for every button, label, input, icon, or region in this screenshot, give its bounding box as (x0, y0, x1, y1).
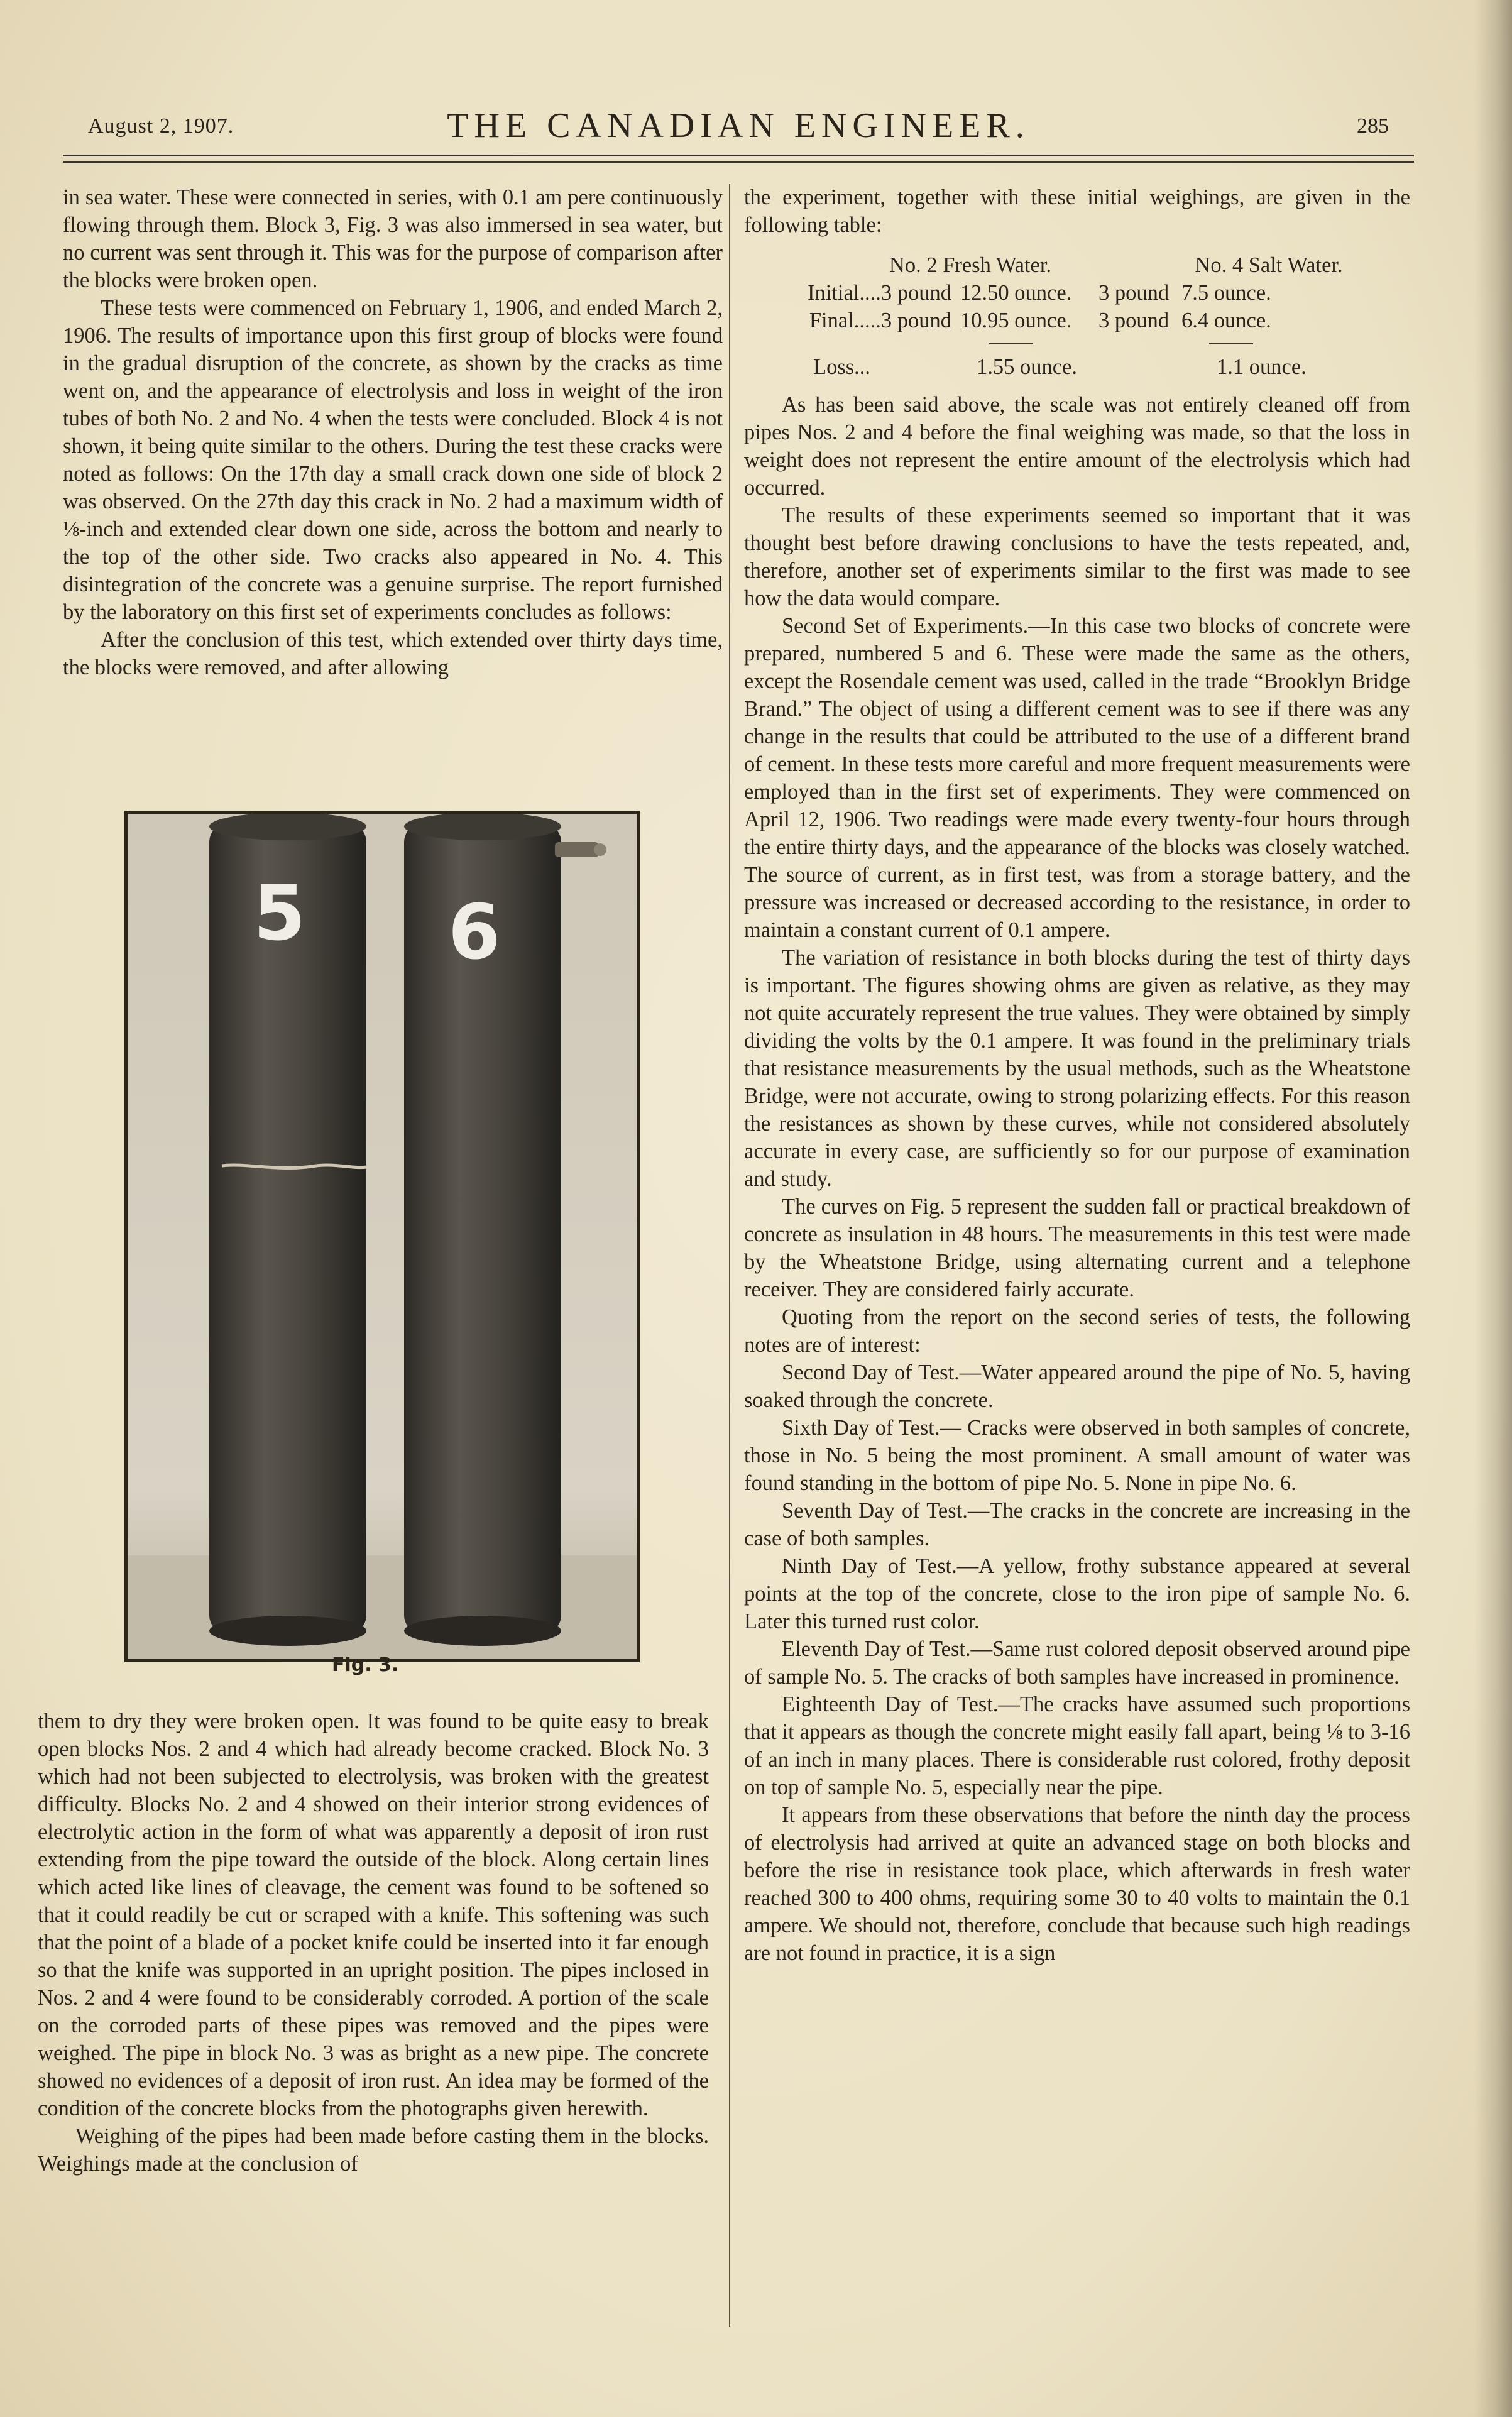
column-divider (729, 184, 730, 2327)
header-rule-bottom (63, 161, 1414, 163)
paragraph: Ninth Day of Test.—A yellow, frothy substance appeared at several points at the top of the concrete, close to the iron pipe of sample No. 6. Later this turned rust color. (744, 1554, 1410, 1633)
paragraph: Eighteenth Day of Test.—The cracks have assumed such proportions that it appears as though the concrete might easily fall apart, being ⅛ to 3-16 of an inch in many places. There is considerable rust colored, frothy deposit on top of sample No. 5, especially near the pipe. (744, 1692, 1410, 1799)
header-salt-water: No. 4 Salt Water. (1195, 253, 1343, 277)
table-cell: Final.....3 pound (809, 309, 951, 332)
right-column (744, 184, 1410, 1967)
table-cell: 3 pound (1098, 281, 1170, 305)
paragraph: It appears from these observations that before the ninth day the process of electrolysis had arrived at quite an advanced stage on both blocks and before the rise in resistance took place, which afterwards in fresh water reached 300 to 400 ohms, requiring some 30 to 40 volts to maintain the 0.1 ampere. We should not, therefore, conclude that because such high readings are not found in practice, it is a sign (744, 1803, 1410, 1965)
block-label-6: 6 (448, 889, 501, 977)
running-header (63, 106, 1414, 150)
sum-rule (744, 334, 1410, 353)
left-column-bottom (38, 1707, 709, 2178)
table-cell: 7.5 ounce. (1181, 281, 1271, 305)
table-cell (1115, 353, 1190, 381)
table-cell: Initial....3 pound (807, 281, 951, 305)
paragraph: Seventh Day of Test.—The cracks in the concrete are increasing in the case of both samples. (744, 1499, 1410, 1550)
block-label-5: 5 (253, 870, 306, 958)
paragraph: These tests were commenced on February 1, 1906, and ended March 2, 1906. The results of importance upon this first group of blocks were found in the gradual disruption of the concrete, as shown by the cracks as time went on, and the appearance of electrolysis and loss in weight of the iron tubes of both No. 2 and No. 4 when the tests were concluded. Block 4 is not shown, it being quite similar to the others. During the test these cracks were noted as follows: On the 17th day a small crack down one side of block 2 was observed. On the 27th day this crack in No. 2 had a maximum width of ⅛-inch and extended clear down one side, across the bottom and nearly to the top of the other side. Two cracks also appeared in No. 4. This disintegration of the concrete was a genuine surprise. The report furnished by the laboratory on this first set of experiments concludes as follows: (63, 296, 723, 624)
page-number: 285 (1357, 114, 1389, 138)
paragraph: Quoting from the report on the second series of tests, the following notes are of interest: (744, 1305, 1410, 1357)
paragraph: the experiment, together with these initial weighings, are given in the following table: (744, 185, 1410, 237)
paragraph: Eleventh Day of Test.—Same rust colored deposit observed around pipe of sample No. 5. The cracks of both samples have increased in prominence. (744, 1637, 1410, 1689)
table-row (744, 307, 1410, 334)
figure-3-photograph (124, 811, 640, 1662)
paragraph: them to dry they were broken open. It was found to be quite easy to break open blocks Nos. 2 and 4 which had already become cracked. Block No. 3 which had not been subjected to electrolysis, was broken with the greatest difficulty. Blocks No. 2 and 4 showed on their interior strong evidences of electrolytic action in the form of what was apparently a deposit of iron rust extending from the pipe toward the outside of the block. Along certain lines which acted like lines of cleavage, the cement was found to be softened so that it could readily be cut or scraped with a knife. This softening was such that the point of a blade of a pocket knife could be inserted into it far enough so that the knife was supported in an upright position. The pipes inclosed in Nos. 2 and 4 were found to be considerably corroded. A portion of the scale on the corroded parts of these pipes was removed and the pipes were weighed. The pipe in block No. 3 was as bright as a new pipe. The concrete showed no evidences of a deposit of iron rust. An idea may be formed of the condition of the concrete blocks from the photographs given herewith. (38, 1709, 709, 2120)
left-column-top (63, 184, 723, 681)
journal-title: THE CANADIAN ENGINEER. (447, 106, 1030, 145)
weighing-table (744, 251, 1410, 381)
paragraph: After the conclusion of this test, which extended over thirty days time, the blocks were removed, and after allowing (63, 628, 723, 679)
table-cell: 10.95 ounce. (960, 309, 1072, 332)
pipe-fitting (555, 842, 599, 857)
table-cell: 1.55 ounce. (977, 355, 1078, 379)
paragraph: Weighing of the pipes had been made before casting them in the blocks. Weighings made at the conclusion of (38, 2124, 709, 2176)
paragraph: Second Set of Experiments.—In this case two blocks of concrete were prepared, numbered 5 and 6. These were made the same as the others, except the Rosendale cement was used, called in the trade “Brooklyn Bridge Brand.” The object of using a different cement was to see if there was any change in the results that could be attributed to the use of a different brand of cement. In these tests more careful and more frequent measurements were employed than in the first set of experiments. They were commenced on April 12, 1906. Two readings were made every twenty-four hours through the entire thirty days, and the appearance of the blocks was closely watched. The source of current, as in first test, was from a storage battery, and the pressure was increased or decreased according to the resistance, in order to maintain a constant current of 0.1 ampere. (744, 614, 1410, 942)
table-row-loss (744, 353, 1410, 381)
figure-caption: Fig. 3. (332, 1654, 399, 1676)
table-cell: 1.1 ounce. (1217, 355, 1307, 379)
table-cell: 6.4 ounce. (1181, 309, 1271, 332)
table-cell: Loss... (813, 355, 871, 379)
paragraph: Second Day of Test.—Water appeared around the pipe of No. 5, having soaked through the concrete. (744, 1361, 1410, 1412)
table-header (744, 251, 1410, 279)
paragraph: Sixth Day of Test.— Cracks were observed in both samples of concrete, those in No. 5 being the most prominent. A small amount of water was found standing in the bottom of pipe No. 5. None in pipe No. 6. (744, 1416, 1410, 1495)
paragraph: The variation of resistance in both blocks during the test of thirty days is important. The figures showing ohms are given as relative, as they may not quite accurately represent the true values. They were obtained by simply dividing the volts by the 0.1 ampere. It was found in the preliminary trials that resistance measurements by the usual methods, such as the Wheatstone Bridge, were not accurate, owing to strong polarizing effects. For this reason the resistances as shown by these curves, while not considered absolutely accurate in every case, are sufficiently so for our purpose of examination and study. (744, 946, 1410, 1191)
paragraph: in sea water. These were connected in series, with 0.1 am pere continuously flowing through them. Block 3, Fig. 3 was also immersed in sea water, but no current was sent through it. This was for the purpose of comparison after the blocks were broken open. (63, 185, 723, 292)
table-cell: 12.50 ounce. (960, 281, 1072, 305)
concrete-blocks-photo (128, 814, 637, 1659)
page-binding-shadow (1474, 0, 1512, 2417)
paragraph: As has been said above, the scale was not entirely cleaned off from pipes Nos. 2 and 4 before the final weighing was made, so that the loss in weight does not represent the entire amount of the electrolysis which had occurred. (744, 393, 1410, 500)
header-date: August 2, 1907. (88, 114, 234, 138)
header-fresh-water: No. 2 Fresh Water. (889, 253, 1052, 277)
table-row (744, 279, 1410, 307)
paragraph: The curves on Fig. 5 represent the sudden fall or practical breakdown of concrete as insulation in 48 hours. The measurements in this test were made by the Wheatstone Bridge, using alternating current and a telephone receiver. They are considered fairly accurate. (744, 1195, 1410, 1302)
header-rule-top (63, 155, 1414, 156)
table-cell: 3 pound (1098, 309, 1170, 332)
paragraph: The results of these experiments seemed so important that it was thought best before drawing conclusions to have the tests repeated, and, therefore, another set of experiments similar to the first was made to see how the data would compare. (744, 503, 1410, 610)
